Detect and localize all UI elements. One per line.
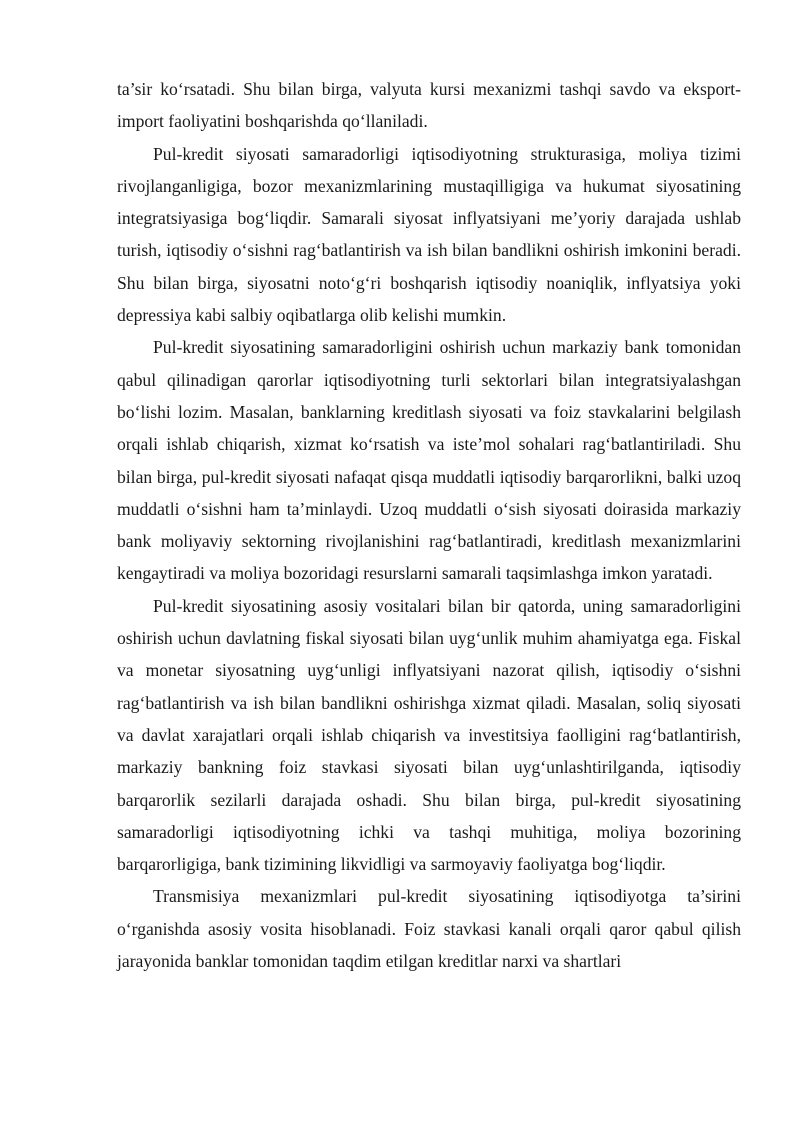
- paragraph: Transmisiya mexanizmlari pul-kredit siyosatining iqtisodiyotga ta’sirini o‘rganishda asosiy vosita hisoblanadi. Foiz stavkasi kanali orqali qaror qabul qilish jarayonida banklar tomonidan taqdim etilgan kreditlar narxi va shartlari: [117, 886, 741, 972]
- paragraph: Pul-kredit siyosatining samaradorligini oshirish uchun markaziy bank tomonidan qabul qilinadigan qarorlar iqtisodiyotning turli sektorlari bilan integratsiyalashgan bo‘lishi lozim. Masalan, banklarning kreditlash siyosati va foiz stavkalarini belgilash orqali ishlab chiqarish, xizmat ko‘rsatish va iste’mol sohalari rag‘batlantiriladi. Shu bilan birga, pul-kredit siyosati nafaqat qisqa muddatli iqtisodiy barqarorlikni, balki uzoq muddatli o‘sishni ham ta’minlaydi. Uzoq muddatli o‘sish siyosati doirasida markaziy bank moliyaviy sektorning rivojlanishini rag‘batlantiradi, kreditlash mexanizmlarini kengaytiradi va moliya bozoridagi resurslarni samarali taqsimlashga imkon yaratadi.: [117, 337, 741, 584]
- document-body: [117, 73, 741, 977]
- paragraph: Pul-kredit siyosati samaradorligi iqtisodiyotning strukturasiga, moliya tizimi rivojlanganligiga, bozor mexanizmlarining mustaqilligiga va hukumat siyosatining integratsiyasiga bog‘liqdir. Samarali siyosat inflyatsiyani me’yoriy darajada ushlab turish, iqtisodiy o‘sishni rag‘batlantirish va ish bilan bandlikni oshirish imkonini beradi. Shu bilan birga, siyosatni noto‘g‘ri boshqarish iqtisodiy noaniqlik, inflyatsiya yoki depressiya kabi salbiy oqibatlarga olib kelishi mumkin.: [117, 143, 741, 326]
- paragraph: Pul-kredit siyosatining asosiy vositalari bilan bir qatorda, uning samaradorligini oshirish uchun davlatning fiskal siyosati bilan uyg‘unlik muhim ahamiyatga ega. Fiskal va monetar siyosatning uyg‘unligi inflyatsiyani nazorat qilish, iqtisodiy o‘sishni rag‘batlantirish va ish bilan bandlikni oshirishga xizmat qiladi. Masalan, soliq siyosati va davlat xarajatlari orqali ishlab chiqarish va investitsiya faolligini rag‘batlantirish, markaziy bankning foiz stavkasi siyosati bilan uyg‘unlashtirilganda, iqtisodiy barqarorlik sezilarli darajada oshadi. Shu bilan birga, pul-kredit siyosatining samaradorligi iqtisodiyotning ichki va tashqi muhitiga, moliya bozorining barqarorligiga, bank tizimining likvidligi va sarmoyaviy faoliyatga bog‘liqdir.: [117, 595, 741, 875]
- paragraph-continuation: ta’sir ko‘rsatadi. Shu bilan birga, valyuta kursi mexanizmi tashqi savdo va eksport-import faoliyatini boshqarishda qo‘llaniladi.: [117, 79, 741, 132]
